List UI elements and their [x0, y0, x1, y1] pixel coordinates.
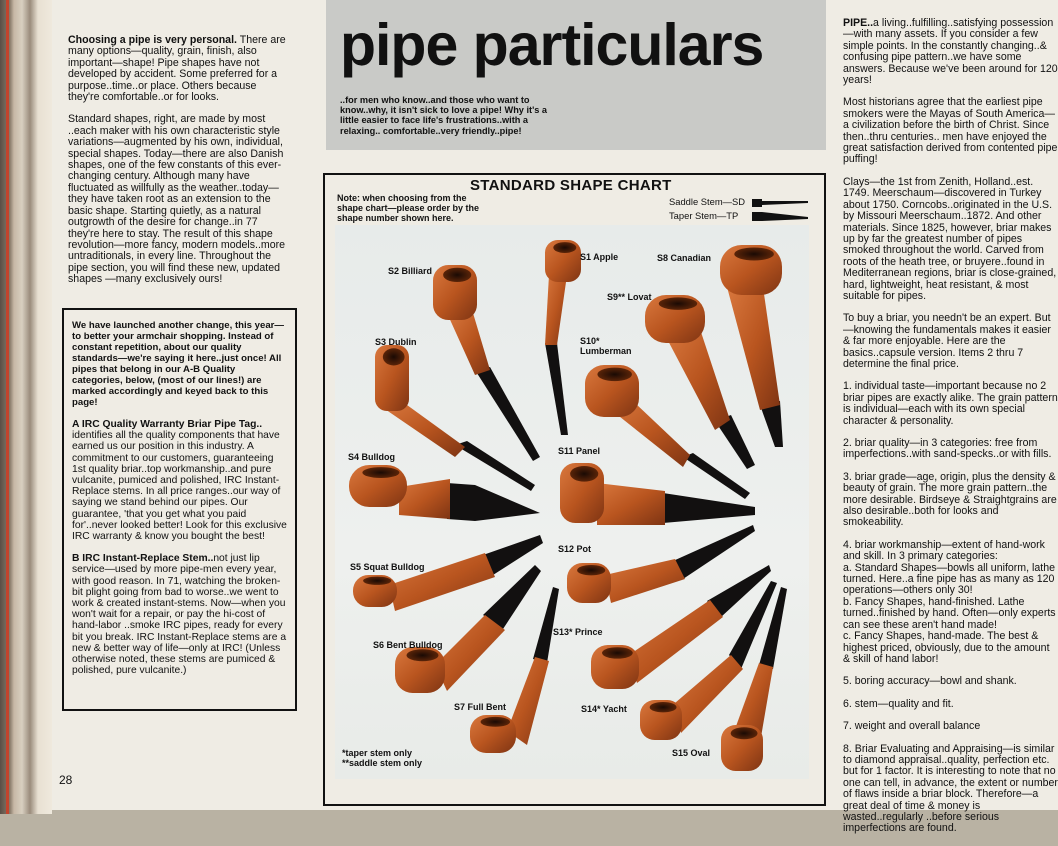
- label-s15: S15 Oval: [672, 748, 711, 758]
- pipe-s8-chamber: [734, 248, 774, 261]
- pipe-s1: [545, 240, 581, 435]
- item-4b: b. Fancy Shapes, hand-finished. Lathe turned..finished by hand. Often—only experts can see these aren't hand made!: [843, 595, 1056, 631]
- chart-title: STANDARD SHAPE CHART: [470, 177, 672, 194]
- left-paragraph-2: Standard shapes, right, are made by most ..each maker with his own characteristic style variations—augmented by his own, individual, special shapes. Today—there are also Danish shapes, one of the few constants of this ever-changing century. Although many have fluctuated as willfully as the weather..today—they have taken root as an extension to the basic shape. Starting quietly, as a natural outgrowth of the desire for change..in 77 they're here to stay. The result of this shape revolution—more fancy, modern models..more untraditionals, in every line. Throughout the pipe section, you will find these new, updated shapes —many exclusively ours!: [68, 113, 286, 286]
- pipe-s11: [560, 463, 755, 525]
- pipe-s7-chamber: [481, 717, 510, 727]
- left-paragraph-1: [68, 35, 290, 103]
- pipe-s1-chamber: [553, 242, 576, 253]
- item-4c: c. Fancy Shapes, hand-made. The best & highest priced, obviously, due to the amount & skill of hand labor!: [843, 630, 1050, 665]
- right-paragraph-1: [843, 18, 1058, 86]
- footnote-taper: *taper stem only: [342, 748, 413, 758]
- pipe-s9-shank: [665, 329, 730, 430]
- item-5: 5. boring accuracy—bowl and shank.: [843, 675, 1017, 688]
- quality-box: [62, 308, 297, 711]
- item-7: 7. weight and overall balance: [843, 720, 981, 733]
- pipe-s11-stem: [663, 493, 755, 523]
- pipe-s12-shank: [605, 559, 685, 603]
- pipe-s6-shank: [435, 615, 505, 691]
- label-s4: S4 Bulldog: [348, 452, 395, 462]
- pipe-s1-stem: [545, 343, 568, 435]
- right-paragraph-2: Most historians agree that the earliest pipe smokers were the Mayas of South America—a civilization before the birth of Christ. Since then..thru centuries.. men have enjoyed the great satisfaction derived from contented pipe puffing!: [843, 96, 1058, 166]
- label-s14: S14* Yacht: [581, 704, 627, 714]
- box-b-text: not just lip service—used by more pipe-men every year, with good reason. In 71, watching the broken-bit plight going from bad to worse..we went to work & created instant-stems. Now—when you won't wait for a repair, or pay the hi-cost of hand-labor ..smoke IRC pipes, ready for every bit you break. IRC Instant-Replace stems are a new & better way of life—only at IRC! (Unless otherwise noted, these stems are pumiced & polished, pure vulcanite.): [72, 553, 287, 677]
- pipe-s2: [433, 265, 540, 461]
- label-s8: S8 Canadian: [657, 253, 712, 263]
- label-s9: S9** Lovat: [607, 292, 652, 302]
- right-p1-text: a living..fulfilling..satisfying possession—with many assets. If you consider a few simple points. In the constantly changing..& confusing pipe pattern..we have some answers. Because we've been around for 120 years!: [843, 17, 1058, 87]
- label-s1: S1 Apple: [580, 252, 619, 262]
- box-a-heading: A IRC Quality Warranty Briar Pipe Tag..: [72, 419, 263, 430]
- item-4a: a. Standard Shapes—bowls all uniform, lathe turned. Here..a fine pipe has as many as 120 operations—others only 30!: [843, 561, 1055, 597]
- label-s13: S13* Prince: [553, 627, 603, 637]
- pipe-s14-shank: [675, 655, 743, 733]
- taper-stem-icon: [752, 212, 808, 221]
- chart-note: Note: when choosing from the shape chart—please order by the shape number shown here.: [337, 193, 480, 223]
- page-number: 28: [59, 773, 73, 787]
- pipe-s11-shank: [597, 483, 665, 525]
- item-2: 2. briar quality—in 3 categories: free from imperfections..with sand-specks..or with fills.: [843, 437, 1052, 461]
- label-s11: S11 Panel: [558, 446, 601, 456]
- pipe-s9-chamber: [659, 297, 697, 309]
- right-lead: PIPE..: [843, 17, 874, 29]
- item-6: 6. stem—quality and fit.: [843, 697, 954, 710]
- pipe-s2-chamber: [443, 268, 471, 282]
- pipe-s7: [470, 587, 559, 753]
- saddle-stem-icon: [752, 199, 808, 207]
- item-4-text: 4. briar workmanship—extent of hand-work and skill. In 3 primary categories:: [843, 538, 1045, 563]
- label-s7: S7 Full Bent: [454, 702, 507, 712]
- pipe-s10-chamber: [597, 368, 632, 382]
- label-s12: S12 Pot: [558, 544, 592, 554]
- label-s2: S2 Billiard: [388, 266, 433, 276]
- footnote-saddle: **saddle stem only: [342, 758, 423, 768]
- pipe-s3-shank: [379, 405, 465, 457]
- pipe-s14-chamber: [650, 702, 677, 712]
- pipe-s4-chamber: [362, 467, 399, 478]
- saddle-stem-label: Saddle Stem—SD: [669, 196, 746, 207]
- chart-footnotes: [342, 748, 422, 768]
- pipe-s11-chamber: [570, 466, 598, 482]
- right-column: [843, 18, 1058, 846]
- item-8: 8. Briar Evaluating and Appraising—is similar to diamond appraisal..quality, perfection etc. but for 1 factor. It is interesting to note that no one can tell, in advance, the extent or number of flaws inside a briar block. Therefore—a great deal of time & money is wasted..regularly ..before serious imperfections are found.: [843, 742, 1058, 835]
- label-s3: S3 Dublin: [375, 337, 417, 347]
- pipe-s6-chamber: [407, 649, 439, 661]
- page-title: pipe particulars: [340, 12, 764, 78]
- pipe-s10-stem: [683, 453, 750, 499]
- pipe-s15-chamber: [731, 727, 758, 739]
- quality-box-intro: We have launched another change, this year—to better your armchair shopping. Instead of constant repetition, about our quality standards—we're saying it here..just once! All pipes that belong in our A-B Quality categories, below, (most of our lines!) are marked accordingly and keyed back to this page!: [72, 320, 285, 408]
- pipe-s5-chamber: [363, 577, 391, 585]
- item-4: [843, 540, 1058, 665]
- right-paragraph-4: To buy a briar, you needn't be an expert. But—knowing the fundamentals makes it easier & far more enjoyable. Here are the basics..capsule version. Items 2 thru 7 determine the final price.: [843, 312, 1051, 370]
- pipe-s12-chamber: [577, 565, 605, 575]
- pipe-s3-stem: [455, 441, 535, 491]
- pipe-s12-stem: [673, 525, 755, 579]
- item-1: 1. individual taste—important because no 2 briar pipes are exactly alike. The grain pattern is individual—each with its own special character & personality.: [843, 380, 1058, 427]
- left-lead: Choosing a pipe is very personal.: [68, 34, 237, 46]
- box-a-text: identifies all the quality components that have earned us our position in this industry. A commitment to our customers, guaranteeing 1st quality briar..top workmanship..and pure vulcanite, pumiced and polished, IRC Instant-Replace stems. In all price ranges..our way of saying we stand behind our pipes. Our guarantee, 'that you get what you paid for'..never looked better! Look for this exclusive IRC warranty & know you bought the best!: [72, 430, 287, 543]
- pipe-s2-stem: [475, 367, 540, 461]
- label-s6: S6 Bent Bulldog: [373, 640, 443, 650]
- stem-diagram-icon: [750, 195, 812, 223]
- pipe-s2-shank: [447, 313, 490, 375]
- left-p1-text: There are many options—quality, grain, finish, also important—shape! Pipe shapes have not developed by accident. Some preferred for a purpose..time..or place. Others because they're comfortable..or for looks.: [68, 34, 286, 104]
- pipe-s3-chamber: [383, 348, 405, 365]
- pipe-s1-shank: [545, 275, 567, 345]
- right-paragraph-3: Clays—the 1st from Zenith, Holland..est. 1749. Meerschaum—discovered in Turkey about 1750. Corncobs..originated in the U.S. by Missouri Meerschaum..1872. And other materials. Since 1825, however, briar makes up by far the greatest number of pipes smoked throughout the world. Carved from roots of the heath tree, or bruyere..found in Mediterranean regions, briar is close-grained, hard, lightweight, heat resistant, & most suitable for pipes.: [843, 175, 1057, 302]
- taper-stem-label: Taper Stem—TP: [669, 210, 739, 221]
- pipe-s13-shank: [629, 600, 723, 683]
- pipe-set: [349, 240, 787, 771]
- pipe-illustrations: [335, 225, 809, 779]
- pipe-s8-shank: [727, 287, 780, 410]
- item-3: 3. briar grade—age, origin, plus the density & beauty of grain. The more grain pattern..the more desirable. Birdseye & Straightgrains are also desirable..both for looks and smokeability.: [843, 470, 1057, 529]
- binding-edge: [6, 0, 9, 814]
- quality-box-a: [72, 419, 287, 542]
- label-s10: S10*: [580, 336, 600, 346]
- pipe-s7-stem: [533, 587, 559, 663]
- header-tagline: ..for men who know..and those who want to know..why, it isn't sick to love a pipe! Why it's a little easier to face life's frustrations..with a relaxing.. comfortable..very friendly..pipe!: [340, 95, 548, 136]
- label-s10-name: Lumberman: [580, 346, 632, 356]
- quality-box-b: [72, 553, 287, 676]
- box-b-heading: B IRC Instant-Replace Stem..: [72, 553, 214, 565]
- label-s5: S5 Squat Bulldog: [350, 562, 425, 572]
- left-column: [68, 35, 290, 297]
- book-binding: [0, 0, 52, 814]
- pipe-s4-stem: [447, 483, 540, 521]
- pipe-s13-chamber: [602, 647, 633, 658]
